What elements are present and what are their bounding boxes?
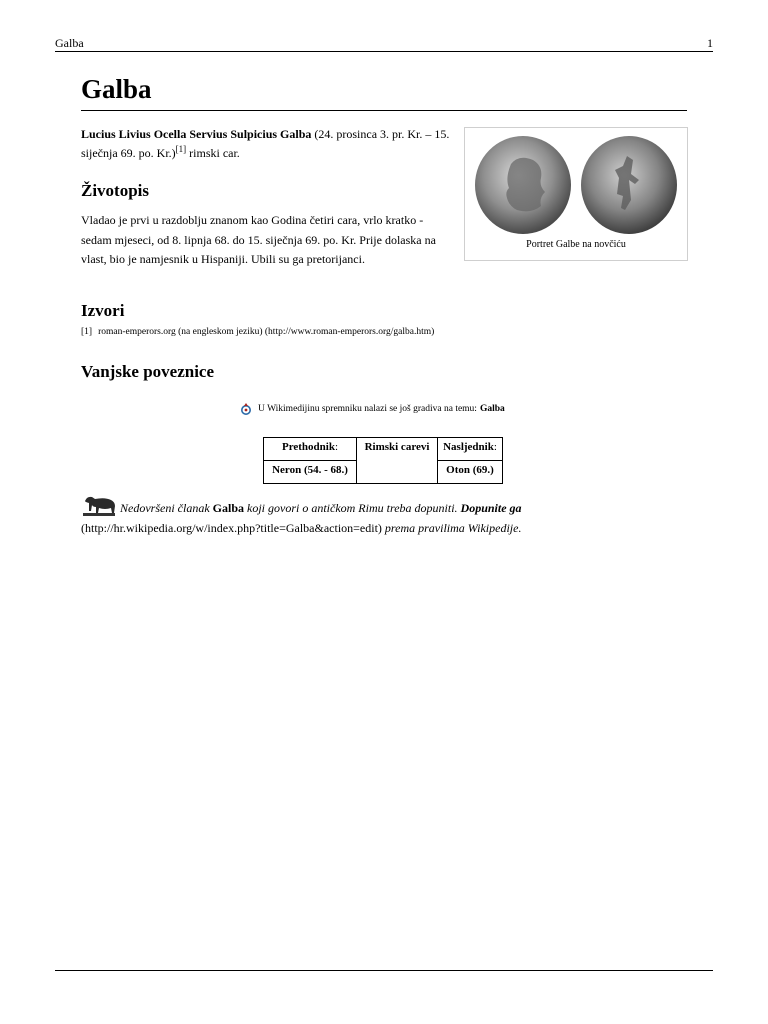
intro-tail: rimski car. [186,146,240,160]
predecessor-link[interactable]: Neron (54. - 68.) [264,461,357,484]
reference-number: [1] [81,327,93,337]
section-heading-zivotopis: Životopis [81,181,150,200]
succession-table [263,437,503,484]
capitoline-wolf-icon [81,493,117,517]
running-header-title: Galba [55,36,84,50]
coin-image-box [464,127,688,261]
stub-notice [81,493,687,538]
table-row [264,438,503,461]
page-title: Galba [81,74,687,111]
section-heading-izvori: Izvori [81,301,125,320]
footer-rule [55,970,713,971]
stub-edit-url[interactable]: (http://hr.wikipedia.org/w/index.php?title=Galba&action=edit) [81,521,382,535]
intro-bold-name: Lucius Livius Ocella Servius Sulpicius Galba [81,127,312,141]
page-number: 1 [707,36,713,50]
succession-title[interactable]: Rimski carevi [357,438,438,484]
zivotopis-text: Vladao je prvi u razdoblju znanom kao Godina četiri cara, vrlo kratko - sedam mjeseci, od 8. lipnja 68. do 15. siječnja 69. po. Kr. Prije dolaska na vlast, bio je namjesnik u Hispaniji. Ubili su ga pretorijanci. [81,213,436,266]
intro-ref-link[interactable]: [1] [175,144,187,154]
stub-text-middle: koji govori o antičkom Rimu treba dopuniti. [247,501,458,515]
commons-logo-icon [240,402,252,416]
coin-caption: Portret Galbe na novčiću [526,239,626,250]
stub-edit-link[interactable]: Dopunite ga [460,501,522,515]
successor-link[interactable]: Oton (69.) [438,461,503,484]
predecessor-header: Prethodnik: [264,438,357,461]
reference-item [81,327,434,337]
stub-text-end: prema pravilima Wikipedije. [384,521,522,535]
commons-topic-link[interactable]: Galba [479,404,505,414]
intro-paragraph [81,125,453,163]
intro-dates: (24. prosinca 3. pr. Kr. – 15. siječnja 69. po. Kr.) [81,127,450,160]
stub-topic: Galba [212,501,244,515]
running-header [55,36,713,52]
reference-link[interactable]: roman-emperors.org (na engleskom jeziku) (http://www.roman-emperors.org/galba.htm) [98,327,435,337]
commons-box [240,402,505,416]
section-heading-vanjske-poveznice: Vanjske poveznice [81,362,215,381]
coin-image[interactable] [471,134,681,236]
stub-text-start: Nedovršeni članak [120,501,210,515]
successor-header: Nasljednik: [438,438,503,461]
commons-text: U Wikimedijinu spremniku nalazi se još gradiva na temu: [258,404,477,414]
